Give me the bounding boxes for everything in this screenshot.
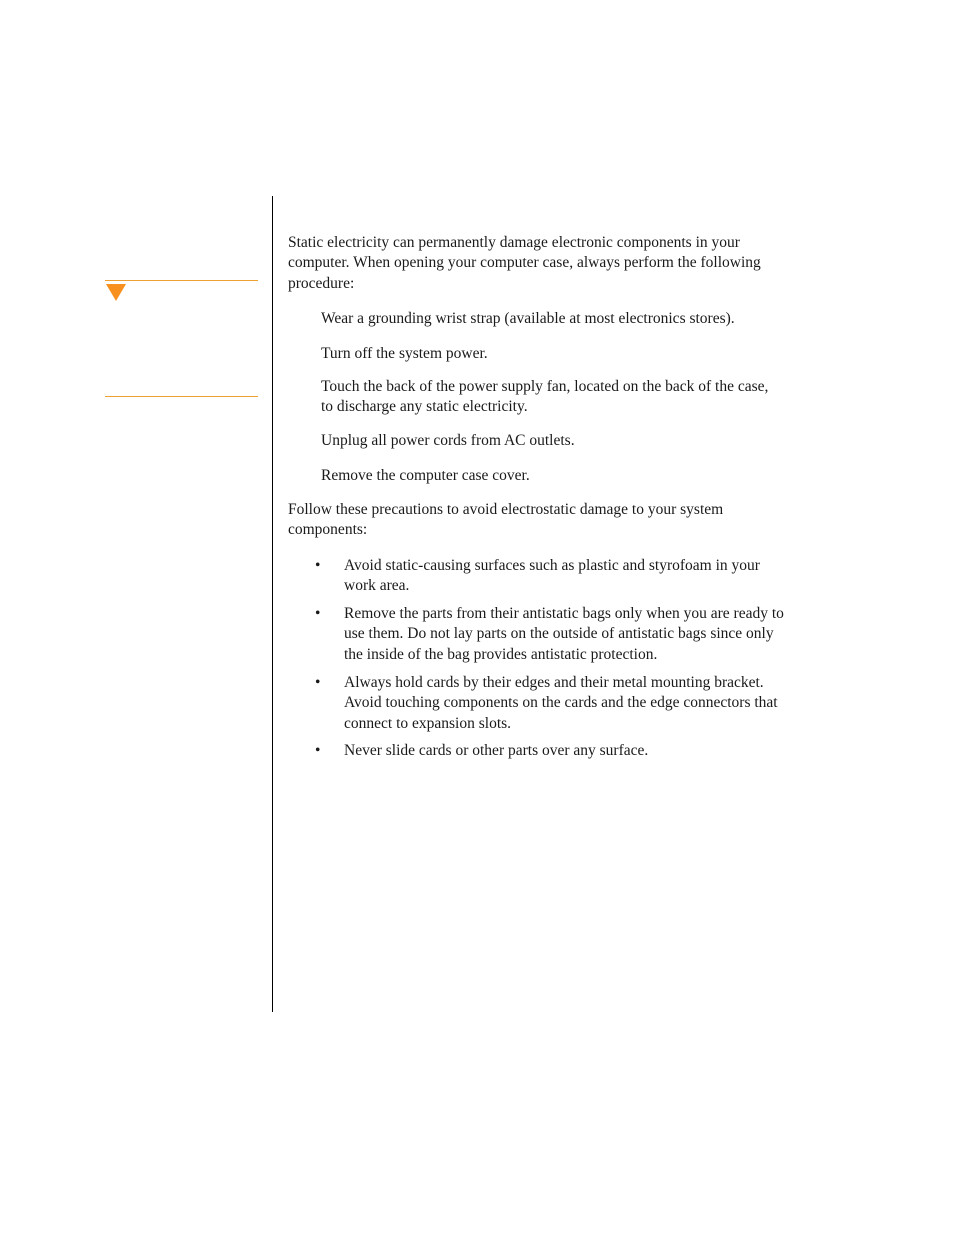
bullet-marker: • <box>315 557 321 574</box>
warning-triangle-icon <box>106 284 126 301</box>
margin-note-top-rule <box>105 280 258 281</box>
column-divider <box>272 196 273 1012</box>
procedure-step: Turn off the system power. <box>321 345 488 362</box>
intro-paragraph: Static electricity can permanently damage electronic components in your computer. When opening your computer case, always perform the following procedure: <box>288 234 761 292</box>
precaution-item: Remove the parts from their antistatic bags only when you are ready to use them. Do not lay parts on the outside of antistatic bags since only the inside of the bag provides antistatic protection. <box>344 605 784 663</box>
procedure-step: Touch the back of the power supply fan, located on the back of the case, to discharge any static electricity. <box>321 378 769 416</box>
margin-note-bottom-rule <box>105 396 258 397</box>
procedure-step: Unplug all power cords from AC outlets. <box>321 432 575 449</box>
bullet-marker: • <box>315 742 321 759</box>
precaution-item: Always hold cards by their edges and their metal mounting bracket. Avoid touching components on the cards and the edge connectors that connect to expansion slots. <box>344 674 778 732</box>
procedure-step: Wear a grounding wrist strap (available at most electronics stores). <box>321 310 735 327</box>
precautions-intro-paragraph: Follow these precautions to avoid electrostatic damage to your system components: <box>288 501 724 539</box>
bullet-marker: • <box>315 674 321 691</box>
procedure-step: Remove the computer case cover. <box>321 467 530 484</box>
precaution-item: Never slide cards or other parts over any surface. <box>344 742 649 759</box>
bullet-marker: • <box>315 605 321 622</box>
precaution-item: Avoid static-causing surfaces such as plastic and styrofoam in your work area. <box>344 557 760 595</box>
